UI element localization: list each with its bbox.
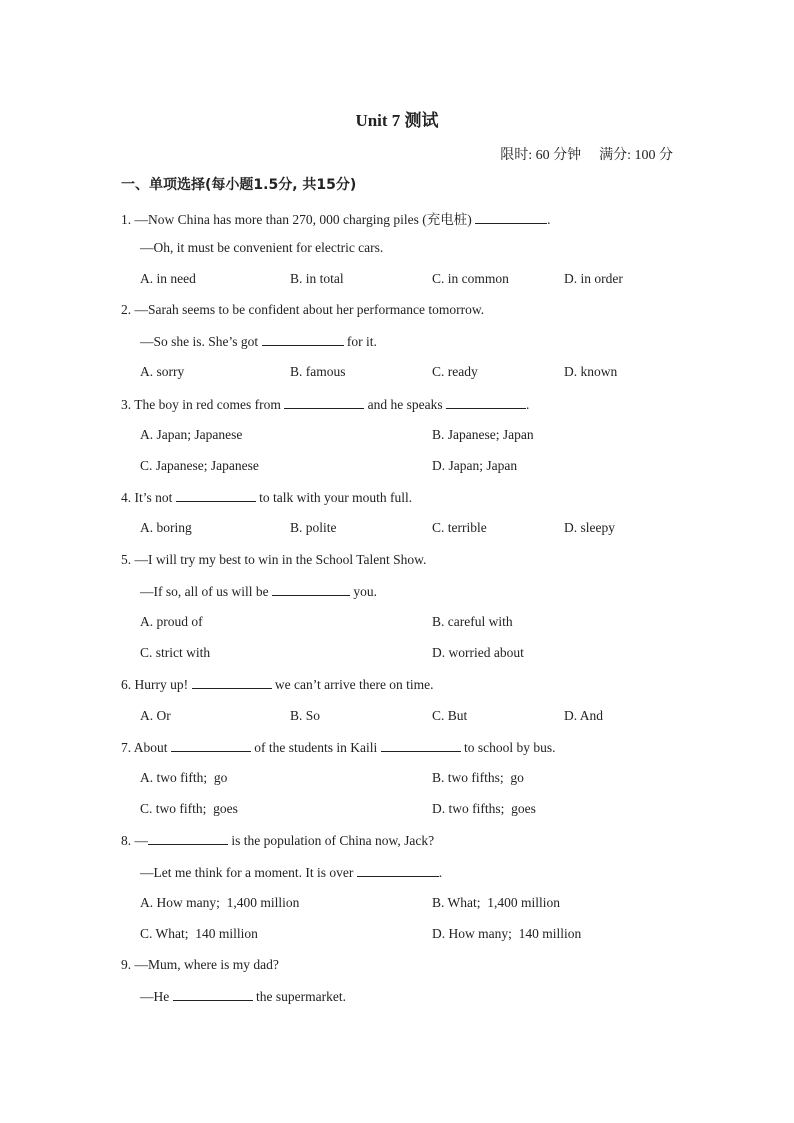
question-3-prompt: 3. The boy in red comes from and he speaks . xyxy=(121,397,530,412)
answer-blank[interactable] xyxy=(272,583,350,596)
question-8-prompt: 8. — is the population of China now, Jack? xyxy=(121,833,435,848)
full-score: 满分: 100 分 xyxy=(599,148,673,163)
question-2-option-b[interactable]: B. famous xyxy=(290,364,346,379)
question-8-option-a[interactable]: A. How many; 1,400 million xyxy=(140,895,300,910)
question-9-prompt: 9. —Mum, where is my dad? xyxy=(121,957,279,972)
answer-blank[interactable] xyxy=(148,832,228,845)
question-1-prompt: 1. —Now China has more than 270, 000 charging piles (充电桩) . xyxy=(121,212,551,227)
question-3-option-d[interactable]: D. Japan; Japan xyxy=(432,458,518,473)
question-3-option-c[interactable]: C. Japanese; Japanese xyxy=(140,458,259,473)
question-4-option-d[interactable]: D. sleepy xyxy=(564,520,615,535)
answer-blank[interactable] xyxy=(475,211,547,224)
section-heading: 一、单项选择(每小题1.5分, 共15分) xyxy=(121,177,357,193)
question-4-option-b[interactable]: B. polite xyxy=(290,520,337,535)
time-limit: 限时: 60 分钟 xyxy=(500,148,582,163)
question-2-option-d[interactable]: D. known xyxy=(564,364,618,379)
question-1-option-d[interactable]: D. in order xyxy=(564,271,623,286)
answer-blank[interactable] xyxy=(173,988,253,1001)
answer-blank[interactable] xyxy=(381,739,461,752)
answer-blank[interactable] xyxy=(262,333,344,346)
question-5-option-c[interactable]: C. strict with xyxy=(140,645,211,660)
question-3-option-b[interactable]: B. Japanese; Japan xyxy=(432,427,534,442)
answer-blank[interactable] xyxy=(446,396,526,409)
question-6-option-c[interactable]: C. But xyxy=(432,708,468,723)
question-5-option-d[interactable]: D. worried about xyxy=(432,645,524,660)
answer-blank[interactable] xyxy=(176,489,256,502)
question-2-option-c[interactable]: C. ready xyxy=(432,364,478,379)
exam-meta xyxy=(482,144,673,164)
question-5-option-a[interactable]: A. proud of xyxy=(140,614,203,629)
question-7-prompt: 7. About of the students in Kaili to school by bus. xyxy=(121,740,556,755)
question-9-reply: —He the supermarket. xyxy=(140,989,346,1004)
question-7-option-d[interactable]: D. two fifths; goes xyxy=(432,801,536,816)
question-6-option-d[interactable]: D. And xyxy=(564,708,604,723)
question-5-reply: —If so, all of us will be you. xyxy=(140,584,377,599)
answer-blank[interactable] xyxy=(357,864,439,877)
question-5-option-b[interactable]: B. careful with xyxy=(432,614,513,629)
answer-blank[interactable] xyxy=(192,676,272,689)
question-8-reply: —Let me think for a moment. It is over . xyxy=(140,865,443,880)
question-2-reply: —So she is. She’s got for it. xyxy=(140,334,377,349)
question-2-prompt: 2. —Sarah seems to be confident about her performance tomorrow. xyxy=(121,302,485,317)
question-5-prompt: 5. —I will try my best to win in the School Talent Show. xyxy=(121,552,427,567)
question-1-option-c[interactable]: C. in common xyxy=(432,271,509,286)
question-2-option-a[interactable]: A. sorry xyxy=(140,364,185,379)
question-6-option-b[interactable]: B. So xyxy=(290,708,321,723)
question-8-option-d[interactable]: D. How many; 140 million xyxy=(432,926,582,941)
question-1-option-a[interactable]: A. in need xyxy=(140,271,196,286)
question-8-option-b[interactable]: B. What; 1,400 million xyxy=(432,895,560,910)
question-4-option-c[interactable]: C. terrible xyxy=(432,520,487,535)
question-1-option-b[interactable]: B. in total xyxy=(290,271,344,286)
answer-blank[interactable] xyxy=(284,396,364,409)
question-7-option-b[interactable]: B. two fifths; go xyxy=(432,770,524,785)
question-6-option-a[interactable]: A. Or xyxy=(140,708,171,723)
question-7-option-a[interactable]: A. two fifth; go xyxy=(140,770,228,785)
question-3-option-a[interactable]: A. Japan; Japanese xyxy=(140,427,243,442)
question-4-option-a[interactable]: A. boring xyxy=(140,520,192,535)
question-4-prompt: 4. It’s not to talk with your mouth full. xyxy=(121,490,413,505)
question-1-reply: —Oh, it must be convenient for electric cars. xyxy=(140,240,384,255)
question-7-option-c[interactable]: C. two fifth; goes xyxy=(140,801,238,816)
page-title: Unit 7 测试 xyxy=(355,111,439,130)
question-6-prompt: 6. Hurry up! we can’t arrive there on time. xyxy=(121,677,434,692)
question-8-option-c[interactable]: C. What; 140 million xyxy=(140,926,258,941)
answer-blank[interactable] xyxy=(171,739,251,752)
